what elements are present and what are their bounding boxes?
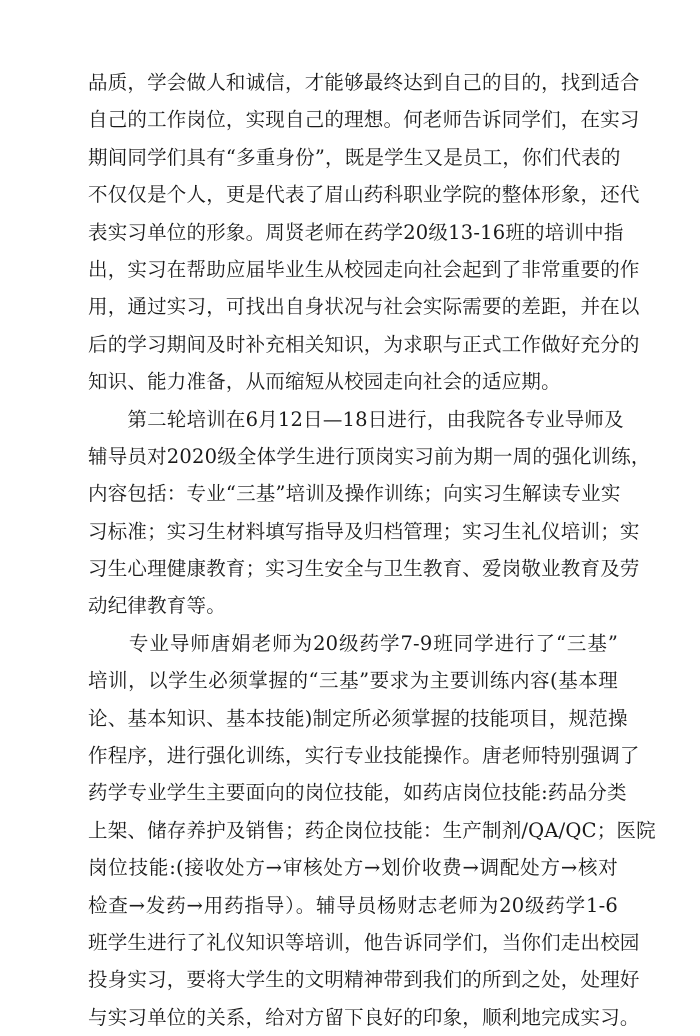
- text-line: 期间同学们具有“多重身份”，既是学生又是员工，你们代表的: [88, 145, 621, 169]
- text-line: 上架、储存养护及销售；药企岗位技能：生产制剂/QA/QC；医院: [88, 818, 656, 842]
- text-line: 作程序，进行强化训练，实行专业技能操作。唐老师特别强调了: [88, 744, 640, 768]
- text-line: 品质，学会做人和诚信，才能够最终达到自己的目的，找到适合: [88, 71, 640, 94]
- text-line: 出，实习在帮助应届毕业生从校园走向社会起到了非常重要的作: [88, 257, 640, 281]
- text-line: 自己的工作岗位，实现自己的理想。何老师告诉同学们，在实习: [88, 108, 640, 132]
- paragraph-end-line: 知识、能力准备，从而缩短从校园走向社会的适应期。: [88, 370, 561, 394]
- text-line: 班学生进行了礼仪知识等培训，他告诉同学们，当你们走出校园: [88, 930, 640, 954]
- text-line: 不仅仅是个人，更是代表了眉山药科职业学院的整体形象，还代: [88, 183, 640, 207]
- text-line: 内容包括：专业“三基”培训及操作训练；向实习生解读专业实: [88, 482, 621, 506]
- body-text: [88, 64, 656, 1036]
- text-line: 论、基本知识、基本技能)制定所必须掌握的技能项目，规范操: [88, 706, 628, 730]
- text-line: 辅导员对2020级全体学生进行顶岗实习前为期一周的强化训练，: [88, 444, 651, 468]
- text-line: 后的学习期间及时补充相关知识，为求职与正式工作做好充分的: [88, 332, 640, 356]
- text-line: 专业导师唐娟老师为20级药学7-9班同学进行了“三基”: [88, 631, 618, 655]
- text-line: 投身实习，要将大学生的文明精神带到我们的所到之处，处理好: [88, 968, 640, 992]
- text-line: 培训，以学生必须掌握的“三基”要求为主要训练内容(基本理: [88, 669, 618, 693]
- text-line: 习标准；实习生材料填写指导及归档管理；实习生礼仪培训；实: [88, 519, 640, 543]
- text-line: 习生心理健康教育；实习生安全与卫生教育、爱岗敬业教育及劳: [88, 557, 640, 581]
- text-line: 表实习单位的形象。周贤老师在药学20级13-16班的培训中指: [88, 220, 624, 244]
- text-line: 药学专业学生主要面向的岗位技能，如药店岗位技能:药品分类: [88, 781, 627, 805]
- text-line: 岗位技能:(接收处方→审核处方→划价收费→调配处方→核对: [88, 856, 618, 880]
- paragraph-end-line: 动纪律教育等。: [88, 594, 226, 618]
- text-line: 第二轮培训在6月12日—18日进行，由我院各专业导师及: [88, 407, 624, 431]
- text-line: 检查→发药→用药指导）。辅导员杨财志老师为20级药学1-6: [88, 893, 618, 917]
- text-line: 用，通过实习，可找出自身状况与社会实际需要的差距，并在以: [88, 295, 640, 319]
- paragraph-end-line: 与实习单位的关系，给对方留下良好的印象，顺利地完成实习。: [88, 1005, 640, 1029]
